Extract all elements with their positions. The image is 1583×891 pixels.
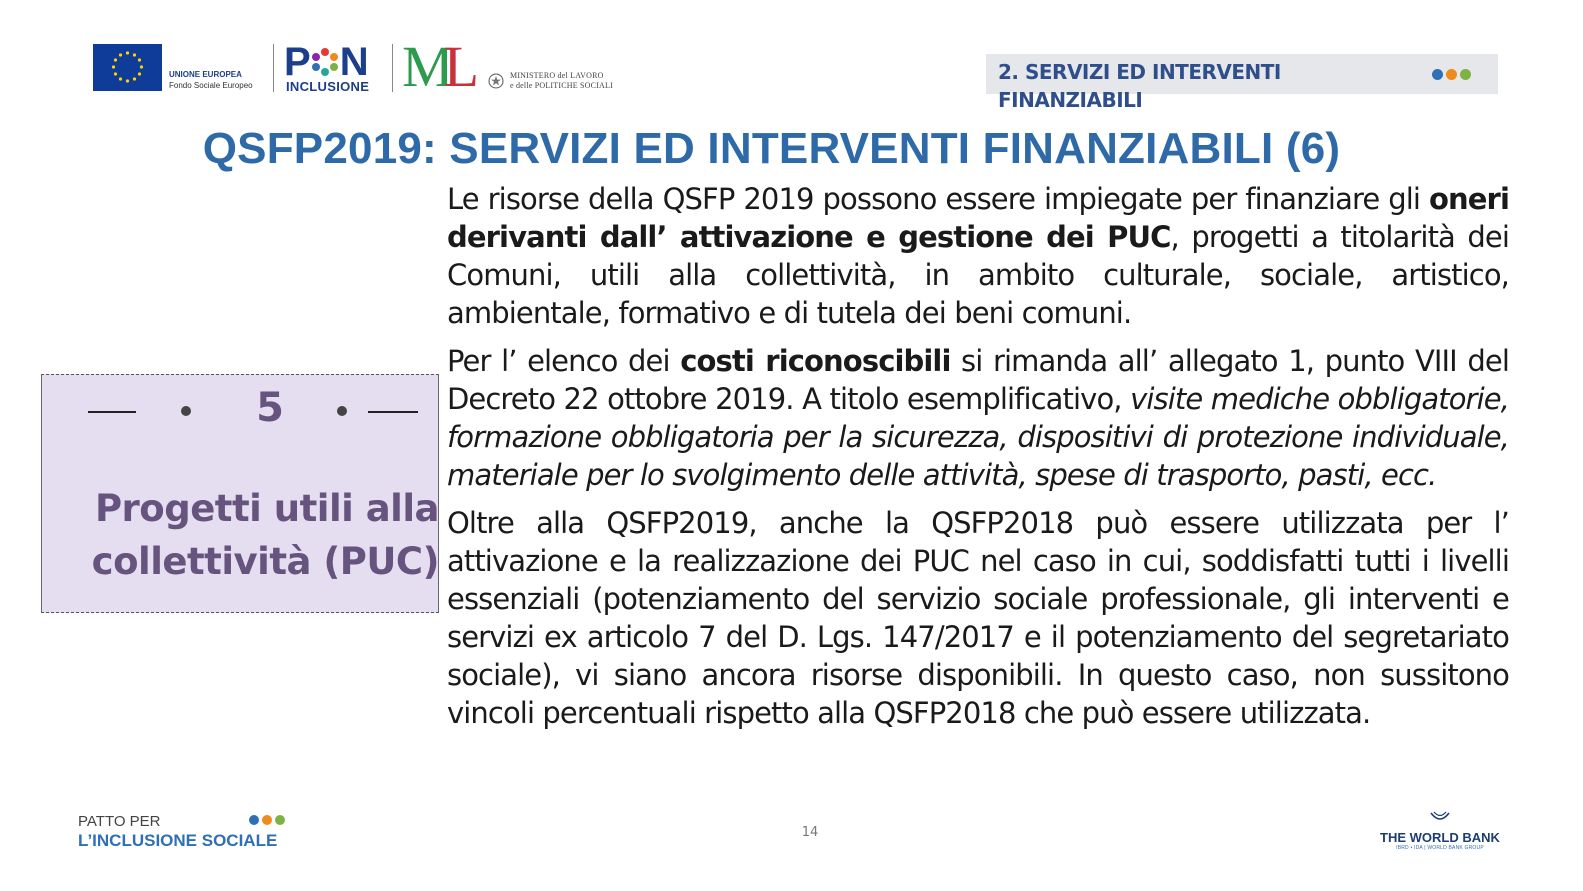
paragraph-2 (447, 342, 1509, 494)
world-bank-name: THE WORLD BANK (1380, 830, 1500, 845)
box-decor-line (88, 411, 136, 413)
section-label: 2. SERVIZI ED INTERVENTI FINANZIABILI (998, 60, 1281, 112)
ministero-ml-logo: ML (402, 34, 480, 99)
footer-dots-icon (249, 815, 285, 825)
p2-italic: visite mediche obbligatorie, formazione obbligatoria per la sicurezza, dispositivi di protezione individuale, materiale per lo svolgimento delle attività, spese di trasporto, pasti, ecc. (447, 382, 1509, 492)
paragraph-3: Oltre alla QSFP2019, anche la QSFP2018 può essere utilizzata per l’ attivazione e la realizzazione dei PUC nel caso in cui, soddisfatti tutti i livelli essenziali (potenziamento del servizio sociale professionale, gli interventi e servizi ex articolo 7 del D. Lgs. 147/2017 e il potenziamento del segretariato sociale), vi siano ancora risorse disponibili. In questo caso, non sussitono vincoli percentuali rispetto alla QSFP2018 che può essere utilizzata. (447, 506, 1509, 730)
patto-line2: L’INCLUSIONE SOCIALE (78, 831, 278, 850)
header-divider (273, 44, 274, 92)
body-text (447, 180, 1509, 742)
ministero-line2: e delle POLITICHE SOCIALI (510, 81, 613, 90)
ministero-text (510, 71, 613, 91)
patto-line1: PATTO PER (78, 813, 161, 830)
world-bank-globe-icon (1429, 811, 1451, 823)
box-decor-dot (337, 406, 347, 416)
header-divider (392, 44, 393, 92)
fse-label: Fondo Sociale Europeo (169, 81, 253, 90)
p2-text-a: Per l’ elenco dei (447, 344, 681, 378)
p2-bold: costi riconoscibili (680, 344, 951, 378)
eu-text (169, 69, 253, 91)
pon-sub-label: INCLUSIONE (286, 79, 370, 94)
box-decor-line (368, 411, 418, 413)
p1-bold: oneri derivanti dall’ attivazione e gestione dei PUC (447, 182, 1509, 254)
box-number: 5 (256, 385, 284, 431)
world-bank-logo (1380, 810, 1500, 851)
section-dots-icon (1432, 69, 1471, 80)
p2-text-c: si rimanda all’ allegato 1, punto VIII del Decreto 22 ottobre 2019. A titolo esemplificativo, (447, 344, 1509, 416)
pon-flower-icon (310, 42, 340, 72)
pon-logo: P N (284, 40, 368, 84)
ministero-line1: MINISTERO del LAVORO (510, 71, 604, 80)
eu-flag-logo (93, 44, 162, 91)
patto-logo (78, 812, 277, 850)
world-bank-sub: IBRD • IDA | WORLD BANK GROUP (1396, 845, 1484, 851)
p1-text-a: Le risorse della QSFP 2019 possono essere impiegate per finanziare gli (447, 182, 1430, 216)
paragraph-1 (447, 180, 1509, 332)
page-title: QSFP2019: SERVIZI ED INTERVENTI FINANZIABILI (6) (202, 124, 1341, 173)
italian-emblem-icon (488, 73, 504, 89)
p1-text-c: , progetti a titolarità dei Comuni, utili alla collettività, in ambito culturale, sociale, artistico, ambientale, formativo e di tutela dei beni comuni. (447, 220, 1509, 330)
box-decor-dot (181, 406, 191, 416)
page-number: 14 (801, 825, 819, 840)
box-title: Progetti utili alla collettività (PUC) (91, 487, 439, 583)
eu-label: UNIONE EUROPEA (169, 70, 242, 79)
